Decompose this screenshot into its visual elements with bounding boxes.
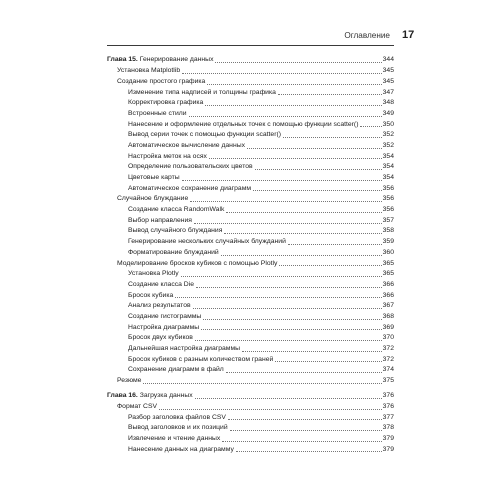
toc-entry xyxy=(107,413,394,424)
toc-entry xyxy=(107,301,394,312)
dot-leader xyxy=(275,361,381,362)
toc-entry xyxy=(107,323,394,334)
entry-text: Формат CSV xyxy=(117,402,158,410)
dot-leader xyxy=(279,265,381,266)
toc-page-number: 345 xyxy=(382,67,394,75)
entry-text: Бросок кубика xyxy=(128,291,174,299)
toc-entry xyxy=(107,259,394,270)
toc-page-number: 379 xyxy=(382,435,394,443)
toc-page-number: 345 xyxy=(382,77,394,85)
toc-page-number: 374 xyxy=(382,366,394,374)
toc-entry xyxy=(107,402,394,413)
toc-entry-title xyxy=(117,77,205,88)
dot-leader xyxy=(222,441,381,442)
entry-text: Встроенные стили xyxy=(128,109,187,117)
toc-entry-title xyxy=(128,423,228,434)
toc-entry-title xyxy=(107,391,193,402)
dot-leader xyxy=(221,255,382,256)
dot-leader xyxy=(278,94,382,95)
toc-page-number: 370 xyxy=(382,334,394,342)
toc-page-number: 356 xyxy=(382,206,394,214)
dot-leader xyxy=(182,73,382,74)
toc-entry xyxy=(107,120,394,131)
toc-entry-title xyxy=(128,173,180,184)
entry-text: Создание класса Die xyxy=(128,280,195,288)
dot-leader xyxy=(242,351,382,352)
toc-entry-title xyxy=(117,259,277,270)
toc-entry xyxy=(107,280,394,291)
toc-page-number: 352 xyxy=(382,131,394,139)
toc-entry-title xyxy=(128,269,179,280)
toc-entry xyxy=(107,88,394,99)
entry-text: Создание простого графика xyxy=(117,77,206,85)
toc-entry xyxy=(107,423,394,434)
toc-chapter-entry xyxy=(107,56,394,67)
toc-entry-title xyxy=(128,184,251,195)
toc-entry xyxy=(107,141,394,152)
entry-text: Анализ результатов xyxy=(128,302,191,310)
toc-page-number: 347 xyxy=(382,88,394,96)
dot-leader xyxy=(189,116,382,117)
dot-leader xyxy=(207,84,381,85)
toc-page-number: 379 xyxy=(382,445,394,453)
dot-leader xyxy=(190,201,381,202)
toc-page-number: 366 xyxy=(382,280,394,288)
toc-entry xyxy=(107,205,394,216)
dot-leader xyxy=(230,430,382,431)
dot-leader xyxy=(247,148,382,149)
entry-text: Создание гистограммы xyxy=(128,312,202,320)
dot-leader xyxy=(226,212,381,213)
toc-page-number: 365 xyxy=(382,270,394,278)
toc-entry-title xyxy=(128,280,194,291)
dot-leader xyxy=(288,244,382,245)
toc-entry xyxy=(107,445,394,456)
entry-text: Резюме xyxy=(117,377,142,385)
dot-leader xyxy=(196,287,382,288)
entry-text: Настройка меток на осях xyxy=(128,152,207,160)
entry-text: Вывод заголовков и их позиций xyxy=(128,424,228,432)
entry-text: Извлечение и чтение данных xyxy=(128,435,221,443)
dot-leader xyxy=(205,105,381,106)
entry-text: Создание класса RandomWalk xyxy=(128,206,225,214)
dot-leader xyxy=(194,223,382,224)
toc-entry xyxy=(107,216,394,227)
toc-page-number: 378 xyxy=(382,424,394,432)
toc-page-number: 365 xyxy=(382,259,394,267)
toc-entry xyxy=(107,66,394,77)
toc-entry-title xyxy=(107,55,213,66)
toc-entry xyxy=(107,237,394,248)
toc-page-number: 376 xyxy=(382,392,394,400)
toc-entry xyxy=(107,269,394,280)
toc-entry-title xyxy=(128,291,173,302)
entry-text: Бросок кубиков с разным количеством граней xyxy=(128,355,274,363)
entry-text: Генерирование нескольких случайных блужданий xyxy=(128,238,286,246)
dot-leader xyxy=(193,308,382,309)
dot-leader xyxy=(195,340,382,341)
toc-page-number: 367 xyxy=(382,302,394,310)
toc-page-number: 359 xyxy=(382,238,394,246)
toc-page-number: 354 xyxy=(382,152,394,160)
dot-leader xyxy=(181,276,382,277)
toc-entry xyxy=(107,162,394,173)
toc-entry-title xyxy=(128,120,358,131)
entry-text: Изменение типа надписей и толщины графика xyxy=(128,88,276,96)
toc-page-number: 377 xyxy=(382,413,394,421)
toc-page-number: 352 xyxy=(382,141,394,149)
toc-entry xyxy=(107,333,394,344)
toc-entry-title xyxy=(128,333,193,344)
toc-page-number: 372 xyxy=(382,355,394,363)
toc-entry xyxy=(107,344,394,355)
toc-entry xyxy=(107,227,394,238)
entry-text: Цветовые карты xyxy=(128,174,180,182)
entry-text: Генерирование данных xyxy=(137,56,214,64)
toc-page-number: 354 xyxy=(382,174,394,182)
toc-entry xyxy=(107,194,394,205)
dot-leader xyxy=(159,409,382,410)
toc-entry-title xyxy=(117,402,157,413)
toc-page-number: 366 xyxy=(382,291,394,299)
header-rule xyxy=(107,45,394,46)
toc-page-number: 358 xyxy=(382,227,394,235)
toc-page-number: 356 xyxy=(382,195,394,203)
toc-entry-title xyxy=(128,365,224,376)
entry-text: Корректировка графика xyxy=(128,99,204,107)
toc-page-number: 350 xyxy=(382,120,394,128)
entry-text: Форматирование блужданий xyxy=(128,248,219,256)
entry-text: Сохранение диаграмм в файл xyxy=(128,366,224,374)
toc-entry-title xyxy=(128,130,281,141)
toc-entry xyxy=(107,312,394,323)
table-of-contents xyxy=(107,56,394,456)
entry-text: Установка Plotly xyxy=(128,270,179,278)
toc-page-number: 360 xyxy=(382,248,394,256)
toc-entry-title xyxy=(128,248,219,259)
entry-text: Случайное блуждание xyxy=(117,195,189,203)
running-header xyxy=(0,0,500,50)
toc-entry xyxy=(107,248,394,259)
toc-entry-title xyxy=(128,226,222,237)
toc-page-number: 348 xyxy=(382,99,394,107)
dot-leader xyxy=(226,372,382,373)
chapter-label: Глава 15. xyxy=(107,56,138,64)
toc-entry-title xyxy=(128,413,226,424)
entry-text: Загрузка данных xyxy=(137,392,193,400)
entry-text: Нанесение и оформление отдельных точек с помощью функции scatter() xyxy=(128,120,359,128)
dot-leader xyxy=(143,383,381,384)
running-title: Оглавление xyxy=(344,31,390,40)
toc-entry-title xyxy=(117,194,188,205)
entry-text: Вывод случайного блуждания xyxy=(128,227,223,235)
dot-leader xyxy=(203,319,381,320)
toc-page-number: 376 xyxy=(382,402,394,410)
toc-entry-title xyxy=(128,141,245,152)
dot-leader xyxy=(236,451,382,452)
toc-entry xyxy=(107,184,394,195)
toc-entry-title xyxy=(128,98,203,109)
entry-text: Определение пользовательских цветов xyxy=(128,163,253,171)
dot-leader xyxy=(360,126,381,127)
toc-entry xyxy=(107,109,394,120)
dot-leader xyxy=(255,169,382,170)
toc-entry-title xyxy=(128,216,192,227)
toc-entry-title xyxy=(128,445,234,456)
entry-text: Нанесение данных на диаграмму xyxy=(128,445,234,453)
dot-leader xyxy=(228,419,382,420)
toc-entry-title xyxy=(128,312,201,323)
toc-page-number: 354 xyxy=(382,163,394,171)
toc-page-number: 369 xyxy=(382,323,394,331)
toc-entry xyxy=(107,173,394,184)
toc-entry-title xyxy=(128,434,220,445)
toc-entry-title xyxy=(117,376,141,387)
toc-entry xyxy=(107,355,394,366)
dot-leader xyxy=(182,180,382,181)
toc-entry-title xyxy=(128,344,240,355)
entry-text: Автоматическое сохранение диаграмм xyxy=(128,184,252,192)
dot-leader xyxy=(175,297,381,298)
toc-entry-title xyxy=(128,88,276,99)
entry-text: Настройка диаграммы xyxy=(128,323,200,331)
dot-leader xyxy=(201,329,381,330)
toc-page-number: 349 xyxy=(382,109,394,117)
dot-leader xyxy=(215,62,381,63)
toc-entry-title xyxy=(117,66,180,77)
chapter-label: Глава 16. xyxy=(107,392,138,400)
toc-entry xyxy=(107,434,394,445)
toc-page-number: 356 xyxy=(382,184,394,192)
toc-entry xyxy=(107,77,394,88)
entry-text: Автоматическое вычисление данных xyxy=(128,141,245,149)
entry-text: Выбор направления xyxy=(128,216,192,224)
dot-leader xyxy=(209,158,382,159)
toc-entry-title xyxy=(128,237,286,248)
toc-entry xyxy=(107,152,394,163)
toc-entry xyxy=(107,291,394,302)
toc-entry xyxy=(107,365,394,376)
toc-entry xyxy=(107,130,394,141)
dot-leader xyxy=(224,233,381,234)
toc-chapter-entry xyxy=(107,391,394,402)
toc-entry-title xyxy=(128,301,191,312)
toc-page-number: 372 xyxy=(382,345,394,353)
toc-page-number: 357 xyxy=(382,216,394,224)
entry-text: Установка Matplotlib xyxy=(117,67,181,75)
toc-entry-title xyxy=(128,162,253,173)
page-number: 17 xyxy=(402,29,415,41)
entry-text: Моделирование бросков кубиков с помощью Plotly xyxy=(117,259,278,267)
toc-entry-title xyxy=(128,205,224,216)
toc-entry-title xyxy=(128,323,199,334)
entry-text: Бросок двух кубиков xyxy=(128,334,193,342)
toc-entry xyxy=(107,98,394,109)
toc-page-number: 368 xyxy=(382,312,394,320)
dot-leader xyxy=(283,137,382,138)
entry-text: Дальнейшая настройка диаграммы xyxy=(128,345,241,353)
toc-entry-title xyxy=(128,355,273,366)
entry-text: Вывод серии точек с помощью функции scatter() xyxy=(128,131,281,139)
toc-entry-title xyxy=(128,152,207,163)
entry-text: Разбор заголовка файлов CSV xyxy=(128,413,226,421)
toc-page-number: 375 xyxy=(382,377,394,385)
toc-entry xyxy=(107,376,394,387)
toc-page-number: 344 xyxy=(382,56,394,64)
dot-leader xyxy=(195,398,382,399)
toc-entry-title xyxy=(128,109,187,120)
dot-leader xyxy=(253,190,382,191)
